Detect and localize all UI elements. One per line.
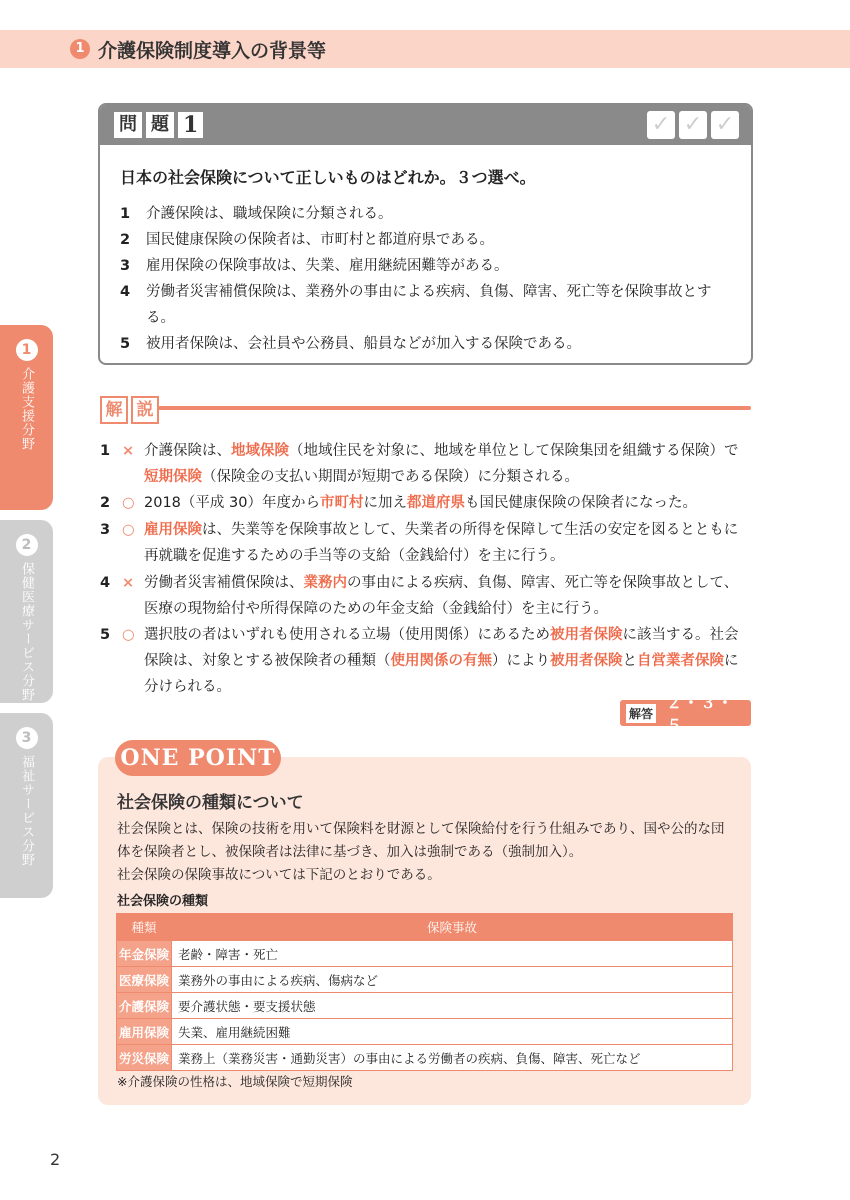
insurance-table	[116, 913, 733, 1071]
question-number: 1	[178, 112, 203, 138]
one-point-paragraph: 社会保険の保険事故については下記のとおりである。	[117, 867, 441, 883]
table-row	[117, 967, 733, 993]
choice-text: 労働者災害補償保険は、業務外の事由による疾病、負傷、障害、死亡等を保険事故とする。	[146, 284, 712, 326]
table-caption: 社会保険の種類	[117, 894, 209, 909]
highlight-term: 自営業者保険	[637, 653, 724, 669]
table-header-event: 保険事故	[172, 914, 733, 941]
highlight-term: 都道府県	[406, 495, 465, 511]
explanation-text	[144, 570, 752, 622]
side-tab-fukushi[interactable]	[0, 713, 53, 898]
side-tab-kaigo-shien[interactable]	[0, 325, 53, 510]
highlight-term: 被用者保険	[550, 653, 623, 669]
explanation-number: 5	[100, 627, 111, 643]
choice-text: 雇用保険の保険事故は、失業、雇用継続困難等がある。	[146, 258, 509, 274]
one-point-label: ONE POINT	[115, 740, 281, 776]
choice-item	[120, 253, 740, 279]
table-header-type: 種類	[117, 914, 172, 941]
section-number-badge: 1	[70, 39, 90, 59]
answer-value: ２・３・５	[666, 693, 735, 735]
table-cell-event: 老齢・障害・死亡	[172, 941, 733, 967]
explanation-text	[144, 438, 752, 490]
side-tab-label: 保健医療サービス分野	[19, 562, 34, 702]
choice-text: 国民健康保険の保険者は、市町村と都道府県である。	[146, 232, 494, 248]
explanation-text-run: 介護保険は、	[144, 443, 231, 459]
table-cell-event: 要介護状態・要支援状態	[172, 993, 733, 1019]
table-cell-type: 労災保険	[117, 1045, 172, 1071]
one-point-title: 社会保険の種類について	[117, 793, 304, 813]
table-row	[117, 1045, 733, 1071]
explanation-text-run: 労働者災害補償保険は、	[144, 575, 304, 591]
explanation-item	[100, 490, 752, 516]
choice-list	[120, 201, 740, 357]
answer-label: 解答	[626, 704, 656, 723]
explanation-number: 1	[100, 443, 111, 459]
kaisetsu-char: 解	[100, 396, 128, 424]
explanation-text-run: も国民健康保険の保険者になった。	[464, 495, 697, 511]
cross-icon: ×	[122, 443, 135, 459]
choice-item	[120, 279, 740, 331]
table-cell-type: 介護保険	[117, 993, 172, 1019]
check-icon[interactable]: ✓	[679, 111, 707, 139]
choice-number: 4	[120, 284, 131, 300]
circle-icon: ○	[122, 522, 135, 538]
explanation-text	[144, 490, 752, 516]
question-label	[114, 112, 203, 138]
kaisetsu-divider	[158, 406, 751, 410]
table-row	[117, 993, 733, 1019]
one-point-paragraph: 社会保険とは、保険の技術を用いて保険料を財源として保険給付を行う仕組みであり、国や公的な団体を保険者とし、被保険者は法律に基づき、加入は強制である（強制加入）。	[117, 821, 725, 860]
question-label-char: 題	[146, 112, 174, 138]
explanation-text	[144, 517, 752, 569]
circle-icon: ○	[122, 495, 135, 511]
explanation-number: 3	[100, 522, 111, 538]
side-tab-label: 介護支援分野	[19, 367, 34, 451]
choice-item	[120, 331, 740, 357]
explanation-text-run: の事由による疾病、負傷、障害、死亡等を保険事故として、医療の現物給付や所得保障のための年金支給（金銭給付）を主に行う。	[144, 575, 739, 617]
side-tab-number: 1	[16, 339, 38, 361]
highlight-term: 市町村	[319, 495, 364, 511]
explanation-text-run: （保険金の支払い期間が短期である保険）に分類される。	[202, 469, 579, 485]
question-text: 日本の社会保険について正しいものはどれか。３つ選べ。	[120, 168, 536, 187]
check-icon[interactable]: ✓	[647, 111, 675, 139]
explanation-item	[100, 517, 752, 569]
explanation-number: 2	[100, 495, 111, 511]
highlight-term: 業務内	[303, 575, 347, 591]
explanation-item	[100, 438, 752, 490]
table-footnote: ※介護保険の性格は、地域保険で短期保険	[117, 1074, 353, 1089]
side-tab-hoken-iryo[interactable]	[0, 520, 53, 703]
table-cell-event: 業務外の事由による疾病、傷病など	[172, 967, 733, 993]
explanation-text-run: ）により	[492, 653, 550, 669]
check-boxes	[647, 111, 739, 139]
highlight-term: 短期保険	[144, 469, 202, 485]
question-label-char: 問	[114, 112, 142, 138]
choice-item	[120, 227, 740, 253]
explanation-text-run: は、失業等を保険事故として、失業者の所得を保障して生活の安定を図るとともに再就職を促進するための手当等の支給（金銭給付）を主に行う。	[144, 522, 739, 564]
table-row	[117, 941, 733, 967]
question-header	[100, 105, 751, 145]
explanation-text-run: 2018（平成 30）年度から	[144, 495, 320, 511]
table-cell-type: 医療保険	[117, 967, 172, 993]
choice-number: 5	[120, 336, 131, 352]
explanation-item	[100, 570, 752, 622]
table-cell-event: 失業、雇用継続困難	[172, 1019, 733, 1045]
highlight-term: 地域保険	[231, 443, 289, 459]
choice-number: 3	[120, 258, 131, 274]
highlight-term: 被用者保険	[550, 627, 623, 643]
answer-badge	[620, 693, 751, 735]
table-cell-type: 年金保険	[117, 941, 172, 967]
side-tab-label: 福祉サービス分野	[19, 755, 34, 867]
choice-number: 1	[120, 206, 131, 222]
one-point-body	[117, 818, 737, 887]
choice-text: 被用者保険は、会社員や公務員、船員などが加入する保険である。	[146, 336, 581, 352]
page-number: 2	[50, 1150, 61, 1169]
table-header-row	[117, 914, 733, 941]
explanation-number: 4	[100, 575, 111, 591]
check-icon[interactable]: ✓	[711, 111, 739, 139]
cross-icon: ×	[122, 575, 135, 591]
question-box	[98, 103, 753, 365]
highlight-term: 雇用保険	[144, 522, 202, 538]
explanation-text-run: （地域住民を対象に、地域を単位として保険集団を組織する保険）で	[289, 443, 739, 459]
highlight-term: 使用関係の有無	[390, 653, 492, 669]
choice-item	[120, 201, 740, 227]
choice-text: 介護保険は、職域保険に分類される。	[146, 206, 393, 222]
explanation-text-run: に加え	[363, 495, 407, 511]
table-row	[117, 1019, 733, 1045]
explanation-item	[100, 622, 752, 700]
explanation-text-run: と	[622, 653, 637, 669]
explanation-text-run: に分けられる。	[144, 653, 739, 695]
explanation-text-run: に該当する。社会保険は、対象とする被保険者の種類（	[144, 627, 739, 669]
kaisetsu-label	[100, 396, 159, 424]
side-tab-number: 2	[16, 534, 38, 556]
table-cell-event: 業務上（業務災害・通勤災害）の事由による労働者の疾病、負傷、障害、死亡など	[172, 1045, 733, 1071]
table-cell-type: 雇用保険	[117, 1019, 172, 1045]
side-tab-number: 3	[16, 727, 38, 749]
circle-icon: ○	[122, 627, 135, 643]
choice-number: 2	[120, 232, 131, 248]
explanation-text	[144, 622, 752, 700]
explanation-text-run: 選択肢の者はいずれも使用される立場（使用関係）にあるため	[144, 627, 550, 643]
section-title: 介護保険制度導入の背景等	[98, 40, 327, 62]
kaisetsu-char: 説	[131, 396, 159, 424]
